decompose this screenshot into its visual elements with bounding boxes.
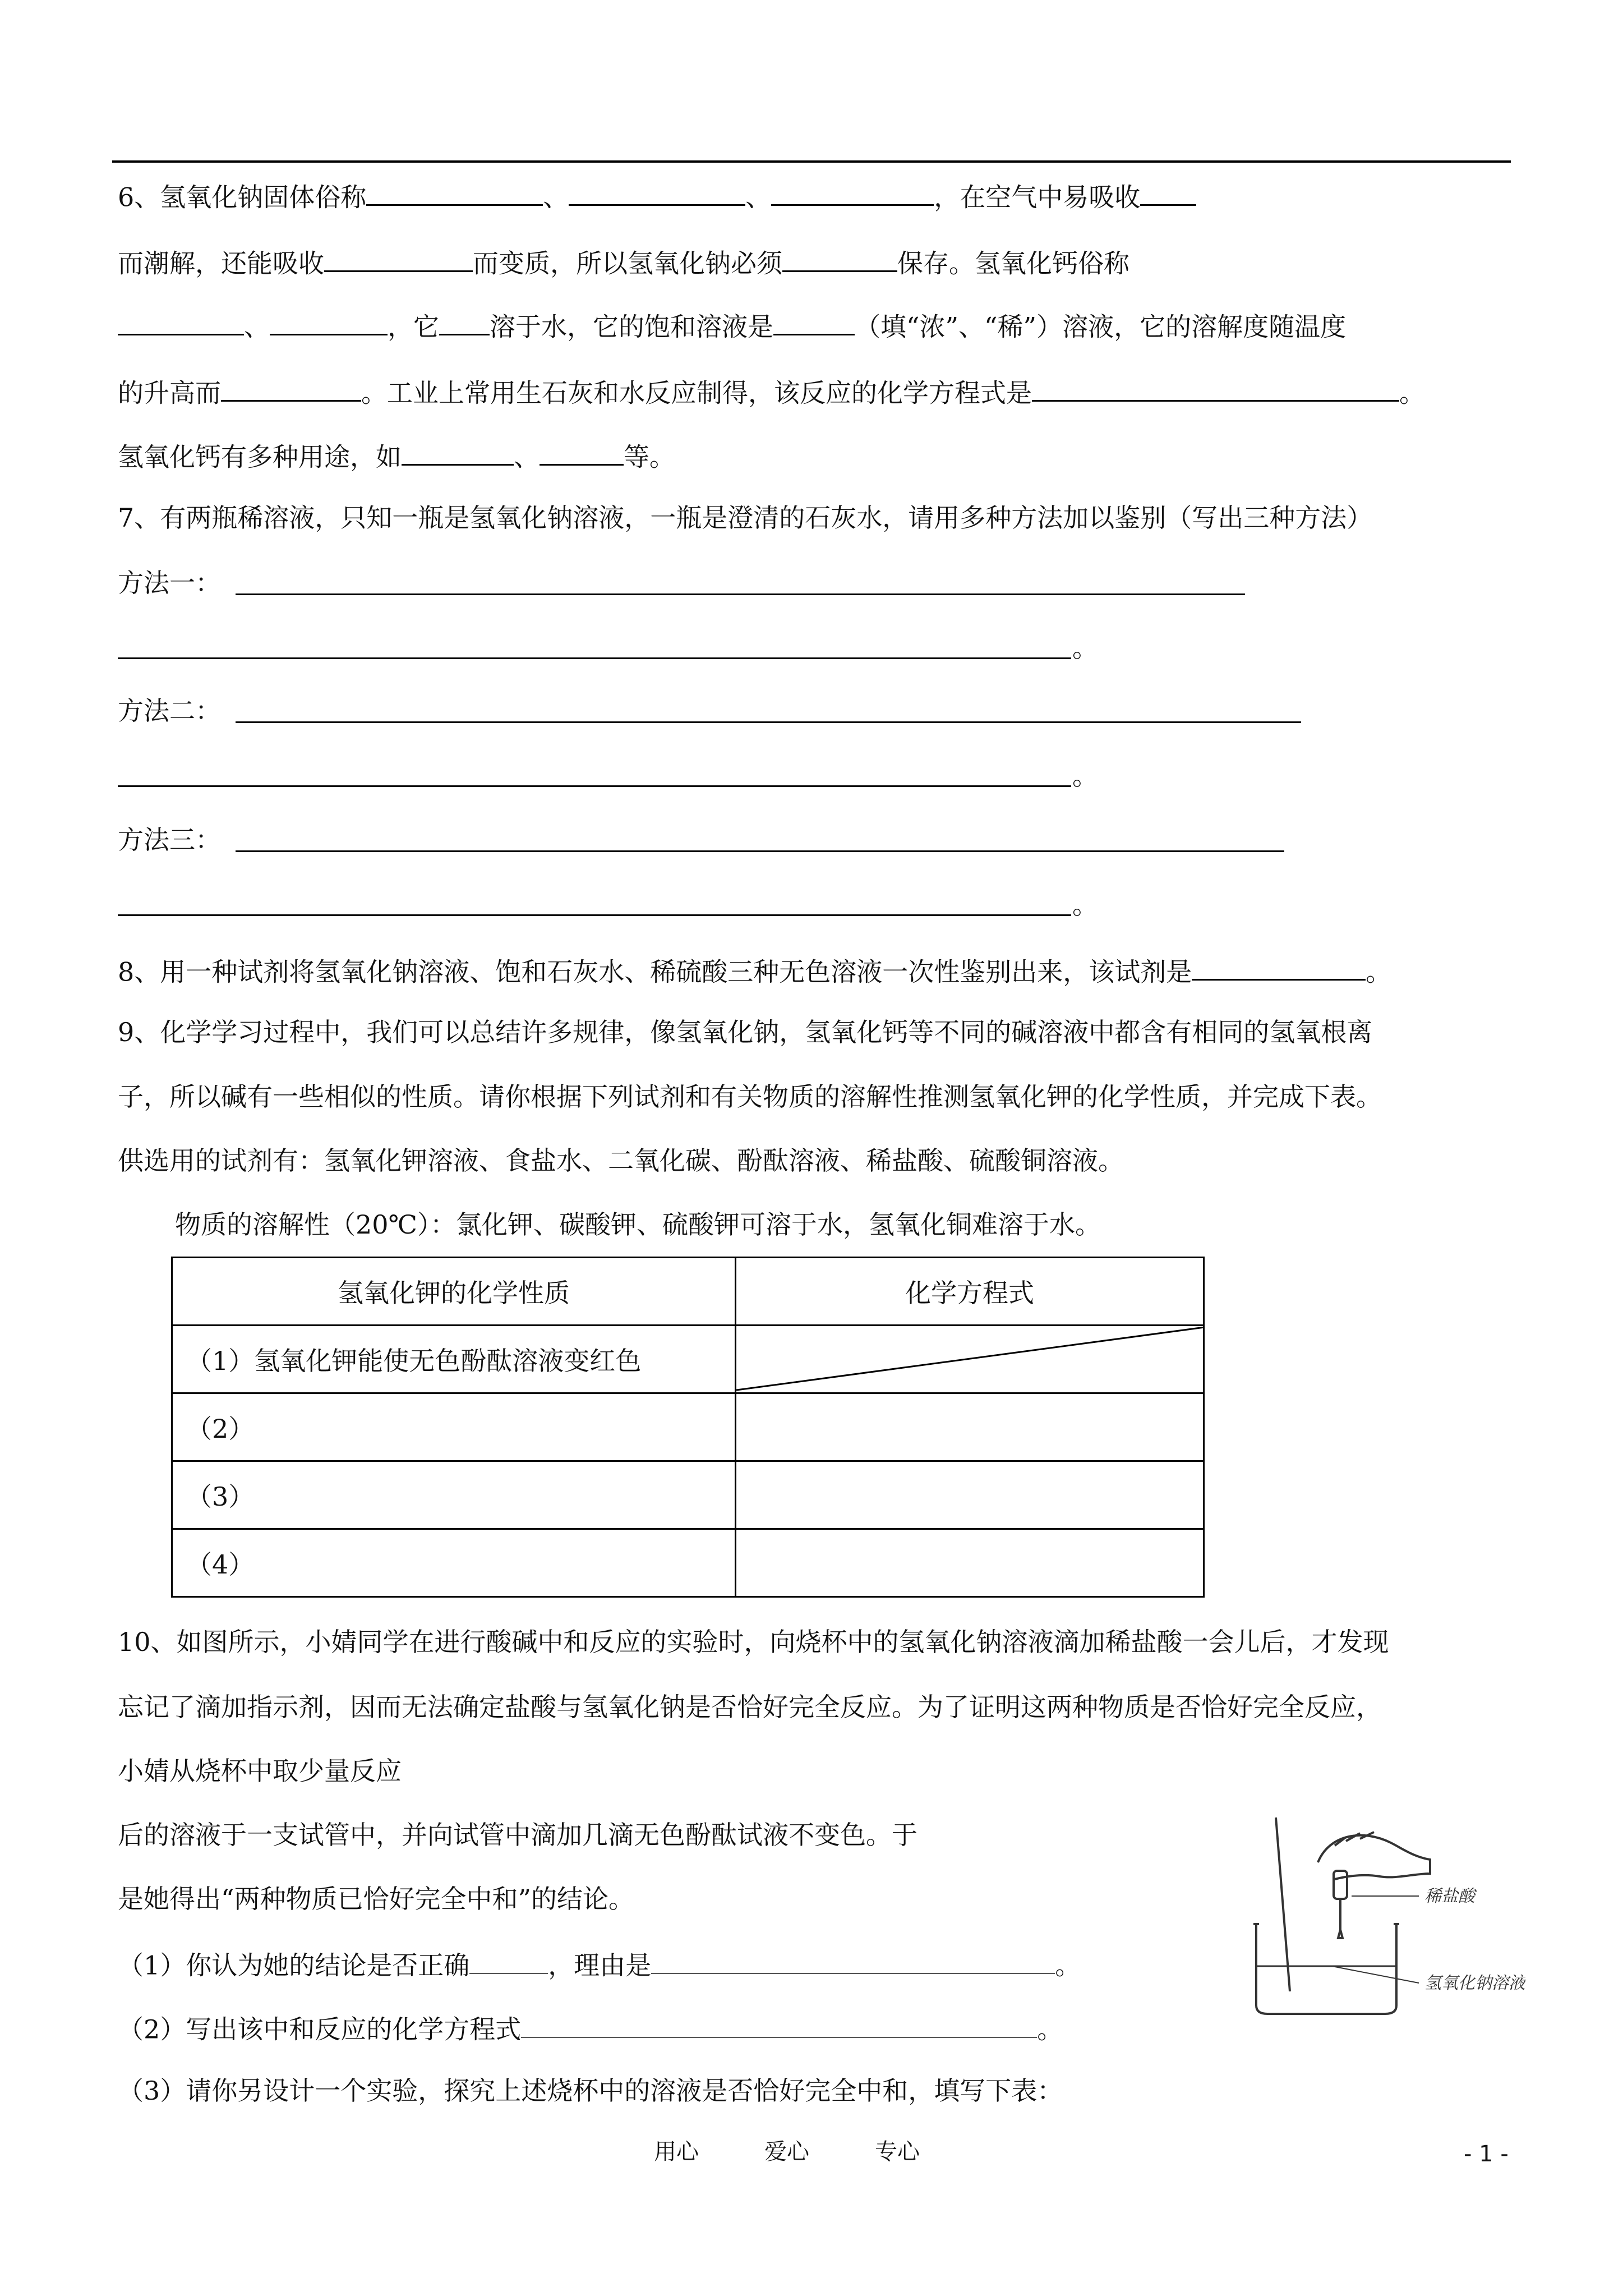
table-row-4-property: （4） bbox=[172, 1529, 736, 1597]
q6-blank-3[interactable] bbox=[771, 181, 934, 206]
q7-method-1-line-1[interactable] bbox=[236, 593, 1245, 595]
q6-blank-2[interactable] bbox=[569, 181, 745, 206]
table-row-2-equation[interactable] bbox=[736, 1393, 1204, 1461]
table-row-1-property: （1）氢氧化钾能使无色酚酞溶液变红色 bbox=[172, 1326, 736, 1393]
q6-blank-7[interactable] bbox=[118, 311, 244, 335]
q8-line: 8、用一种试剂将氢氧化钠溶液、饱和石灰水、稀硫酸三种无色溶液一次性鉴别出来，该试剂是 。 bbox=[118, 956, 1392, 987]
table-row bbox=[172, 1461, 1204, 1529]
q7-method-1-label: 方法一： bbox=[118, 568, 221, 598]
q10-line-3: 小婧从烧杯中取少量反应 bbox=[118, 1756, 402, 1786]
q6-blank-4[interactable] bbox=[1140, 181, 1196, 206]
table-row-2-property: （2） bbox=[172, 1393, 736, 1461]
q10-blank-equation[interactable] bbox=[521, 2014, 1037, 2038]
page-number: - 1 - bbox=[1464, 2141, 1509, 2167]
footer-motto-2: 爱心 bbox=[764, 2139, 809, 2165]
q7-method-1-line-2[interactable] bbox=[118, 657, 1071, 659]
q6-blank-10[interactable] bbox=[773, 311, 855, 335]
table-row-3-equation[interactable] bbox=[736, 1461, 1204, 1529]
q7-method-3-label: 方法三： bbox=[118, 825, 221, 855]
q7-method-2-label: 方法二： bbox=[118, 696, 221, 726]
table-row-1-equation bbox=[736, 1326, 1204, 1393]
q10-blank-reason[interactable] bbox=[651, 1950, 1055, 1974]
dropper-icon bbox=[1334, 1871, 1347, 1899]
titration-figure bbox=[1234, 1812, 1525, 2025]
q7-title: 7、有两瓶稀溶液，只知一瓶是氢氧化钠溶液，一瓶是澄清的石灰水，请用多种方法加以鉴别（写出三种方法） bbox=[118, 503, 1373, 533]
q6-blank-6[interactable] bbox=[782, 247, 897, 272]
q6-line-4: 的升高而 。工业上常用生石灰和水反应制得，该反应的化学方程式是 。 bbox=[118, 378, 1425, 408]
fig-label-acid: 稀盐酸 bbox=[1424, 1887, 1475, 1906]
q7-method-3-end: 。 bbox=[1072, 890, 1098, 920]
diagonal-strike bbox=[736, 1326, 1205, 1392]
q8-blank[interactable] bbox=[1192, 956, 1366, 981]
q9-properties-table bbox=[171, 1257, 1205, 1598]
q6-blank-5[interactable] bbox=[324, 247, 473, 272]
q10-sub-2: （2）写出该中和反应的化学方程式 。 bbox=[118, 2014, 1063, 2045]
q9-line-2: 子，所以碱有一些相似的性质。请你根据下列试剂和有关物质的溶解性推测氢氧化钾的化学性质，并完成下表。 bbox=[118, 1082, 1382, 1112]
q6-blank-1[interactable] bbox=[366, 181, 543, 206]
table-header-property: 氢氧化钾的化学性质 bbox=[172, 1258, 736, 1326]
footer-motto-1: 用心 bbox=[654, 2139, 699, 2165]
table-row-4-equation[interactable] bbox=[736, 1529, 1204, 1597]
q6-line-2: 而潮解，还能吸收 而变质，所以氢氧化钠必须 保存。氢氧化钙俗称 bbox=[118, 248, 1129, 279]
q7-method-2-line-1[interactable] bbox=[236, 721, 1301, 723]
q7-method-2-end: 。 bbox=[1072, 761, 1098, 791]
q6-blank-11[interactable] bbox=[221, 377, 361, 402]
q6-line-5: 氢氧化钙有多种用途，如 、 等。 bbox=[118, 441, 675, 472]
q10-sub-1: （1）你认为她的结论是否正确 ，理由是 。 bbox=[118, 1950, 1081, 1981]
q10-line-5: 是她得出“两种物质已恰好完全中和”的结论。 bbox=[118, 1884, 635, 1914]
q10-line-1: 10、如图所示，小婧同学在进行酸碱中和反应的实验时，向烧杯中的氢氧化钠溶液滴加稀盐酸一会儿后，才发现 bbox=[118, 1627, 1389, 1657]
table-row-3-property: （3） bbox=[172, 1461, 736, 1529]
q10-line-4: 后的溶液于一支试管中，并向试管中滴加几滴无色酚酞试液不变色。于 bbox=[118, 1820, 917, 1850]
q6-blank-14[interactable] bbox=[540, 441, 624, 466]
q6-blank-12[interactable] bbox=[1032, 377, 1399, 402]
q7-method-3-line-2[interactable] bbox=[118, 914, 1071, 916]
q9-line-1: 9、化学学习过程中，我们可以总结许多规律，像氢氧化钠，氢氧化钙等不同的碱溶液中都含有相同的氢氧根离 bbox=[118, 1017, 1373, 1047]
fig-label-base: 氢氧化钠溶液 bbox=[1424, 1973, 1525, 1993]
header-rule bbox=[112, 160, 1511, 163]
q6-blank-8[interactable] bbox=[270, 311, 388, 335]
q7-method-2-line-2[interactable] bbox=[118, 785, 1071, 787]
q10-line-2: 忘记了滴加指示剂，因而无法确定盐酸与氢氧化钠是否恰好完全反应。为了证明这两种物质是否恰好完全反应， bbox=[118, 1692, 1382, 1722]
table-row bbox=[172, 1529, 1204, 1597]
q6-blank-9[interactable] bbox=[439, 311, 490, 335]
table-row bbox=[172, 1393, 1204, 1461]
q9-line-3: 供选用的试剂有：氢氧化钾溶液、食盐水、二氧化碳、酚酞溶液、稀盐酸、硫酸铜溶液。 bbox=[118, 1145, 1124, 1176]
table-header-equation: 化学方程式 bbox=[736, 1258, 1204, 1326]
q7-method-3-line-1[interactable] bbox=[236, 850, 1284, 852]
footer-motto-3: 专心 bbox=[875, 2139, 920, 2165]
q9-line-4: 物质的溶解性（20℃）：氯化钾、碳酸钾、硫酸钾可溶于水，氢氧化铜难溶于水。 bbox=[175, 1209, 1101, 1240]
table-row bbox=[172, 1326, 1204, 1393]
beaker-icon bbox=[1256, 1924, 1396, 2014]
q7-method-1-end: 。 bbox=[1072, 633, 1098, 663]
q6-line-3: 、 ，它 溶于水，它的饱和溶液是 （填“浓”、“稀”）溶液，它的溶解度随温度 bbox=[118, 311, 1346, 339]
q6-line-1: 6、氢氧化钠固体俗称 、 、 ，在空气中易吸收 bbox=[118, 181, 1196, 210]
q10-sub-3: （3）请你另设计一个实验，探究上述烧杯中的溶液是否恰好完全中和，填写下表： bbox=[118, 2076, 1063, 2106]
table-header-row bbox=[172, 1258, 1204, 1326]
q10-blank-correct[interactable] bbox=[469, 1950, 548, 1974]
q6-blank-13[interactable] bbox=[402, 441, 514, 466]
